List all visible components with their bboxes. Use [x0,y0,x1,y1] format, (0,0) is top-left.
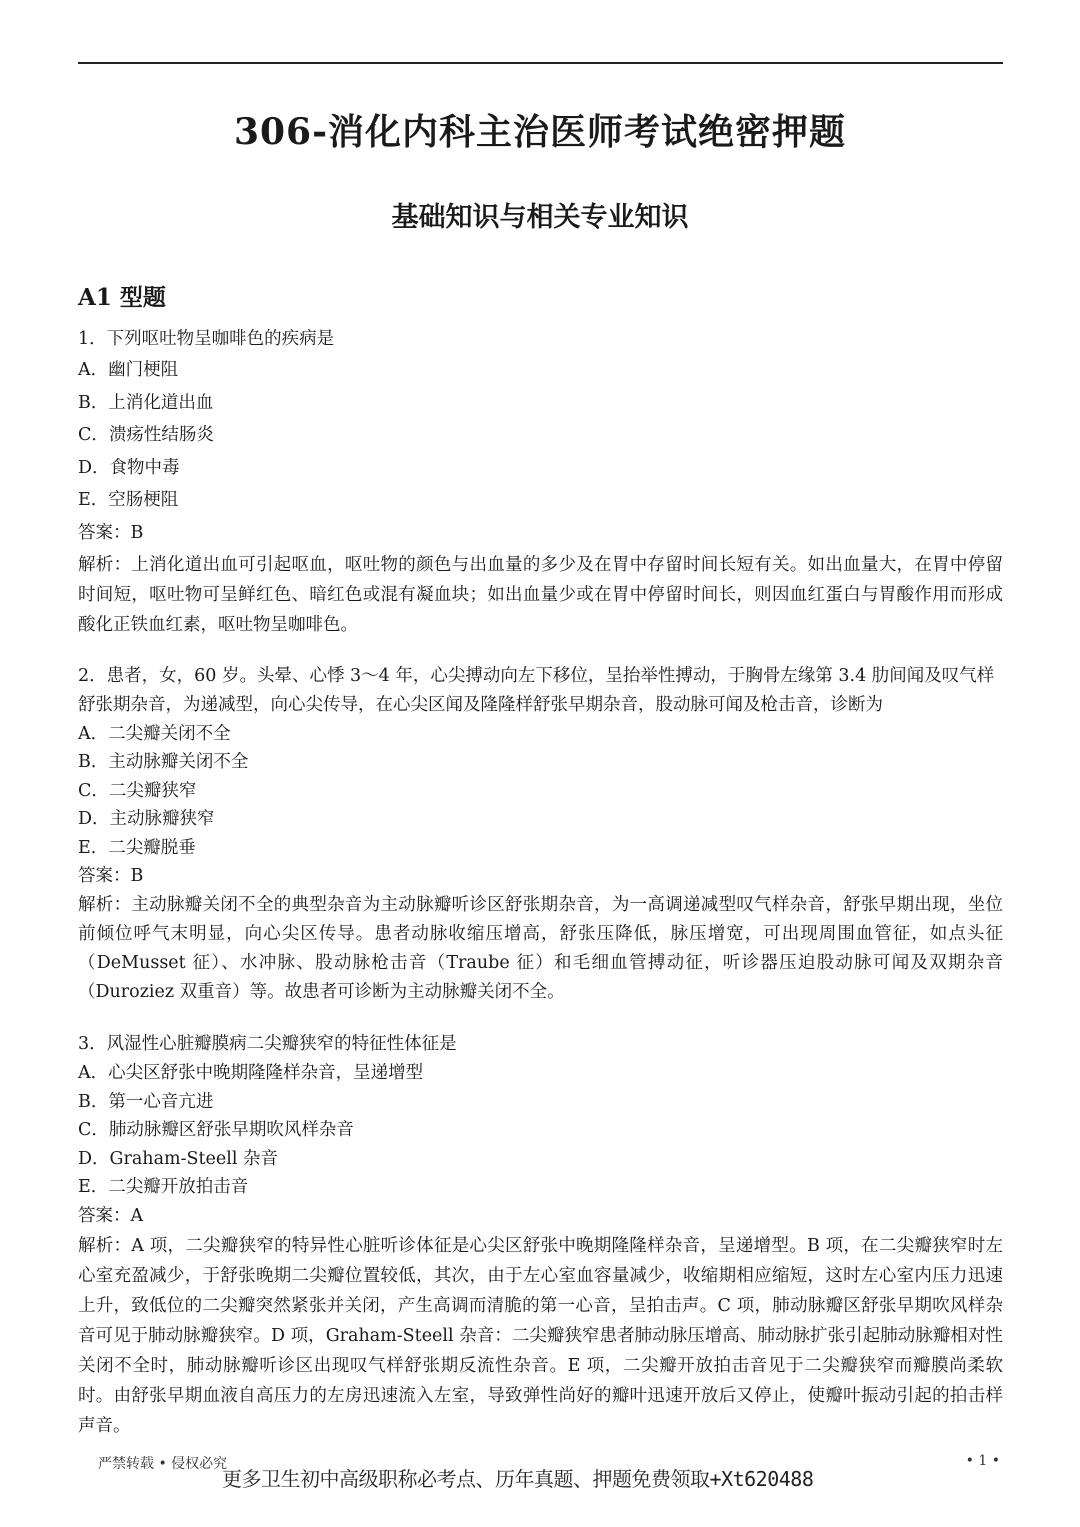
option-c: C．肺动脉瓣区舒张早期吹风样杂音 [78,1120,354,1140]
question-stem: 3．风湿性心脏瓣膜病二尖瓣狭窄的特征性体征是 [78,1034,457,1054]
option-e: E．二尖瓣开放拍击音 [78,1177,249,1197]
section-heading: A1 型题 [78,284,166,311]
option-e: E．二尖瓣脱垂 [78,837,196,858]
promo-watermark: 更多卫生初中高级职称必考点、历年真题、押题免费领取+Xt620488 [222,1467,814,1491]
answer-line: 答案：A [78,1205,144,1226]
option-c: C．二尖瓣狭窄 [78,780,197,801]
header-rule [78,62,1003,64]
option-e: E．空肠梗阻 [78,490,179,510]
explanation: 解析：上消化道出血可引起呕血，呕吐物的颜色与出血量的多少及在胃中存留时间长短有关。如出血量大，在胃中停留时间短，呕吐物可呈鲜红色、暗红色或混有凝血块；如出血量少或在胃中停留时间长，则因血红蛋白与胃酸作用而形成酸化正铁血红素，呕吐物呈咖啡色。 [78,554,1003,635]
option-b: B．主动脉瓣关闭不全 [78,752,249,772]
question-3 [78,1029,1003,1441]
question-list [78,324,1003,1463]
answer-line: 答案：B [78,866,144,886]
option-b: B．上消化道出血 [78,392,214,413]
option-d: D．Graham-Steell 杂音 [78,1148,279,1169]
question-1 [78,324,1003,640]
document-title: 306-消化内科主治医师考试绝密押题 [233,111,847,153]
page-number: • 1 • [965,1453,1000,1469]
option-c: C．溃疡性结肠炎 [78,425,214,445]
answer-line: 答案：B [78,522,144,543]
option-d: D．主动脉瓣狭窄 [78,809,215,829]
option-a: A．心尖区舒张中晚期隆隆样杂音，呈递增型 [78,1063,424,1083]
question-stem: 1．下列呕吐物呈咖啡色的疾病是 [78,329,335,349]
question-stem: 2．患者，女，60 岁。头晕、心悸 3～4 年，心尖搏动向左下移位，呈抬举性搏动，于胸骨左缘第 3.4 肋间闻及叹气样舒张期杂音，为递减型，向心尖传导，在心尖区闻及隆隆样舒张早期杂音，股动脉可闻及枪击音，诊断为 [78,665,995,715]
option-d: D．食物中毒 [78,457,180,478]
copyright-notice: 严禁转载 • 侵权必究 [98,1456,228,1472]
explanation: 解析：主动脉瓣关闭不全的典型杂音为主动脉瓣听诊区舒张期杂音，为一高调递减型叹气样杂音，舒张早期出现，坐位前倾位呼气末明显，向心尖区传导。患者动脉收缩压增高，舒张压降低，脉压增宽，可出现周围血管征，如点头征（DeMusset 征）、水冲脉、股动脉枪击音（Traube 征）和毛细血管搏动征，听诊器压迫股动脉可闻及双期杂音（Duroziez 双重音）等。故患者可诊断为主动脉瓣关闭不全。 [78,895,1003,1002]
option-a: A．幽门梗阻 [78,360,179,380]
option-b: B．第一心音亢进 [78,1091,214,1112]
option-a: A．二尖瓣关闭不全 [78,723,231,744]
document-subtitle: 基础知识与相关专业知识 [391,202,689,233]
question-2 [78,662,1003,1008]
explanation: 解析：A 项，二尖瓣狭窄的特异性心脏听诊体征是心尖区舒张中晚期隆隆样杂音，呈递增型。B 项，在二尖瓣狭窄时左心室充盈减少，于舒张晚期二尖瓣位置较低，其次，由于左心室血容量减少，收缩期相应缩短，这时左心室内压力迅速上升，致低位的二尖瓣突然紧张并关闭，产生高调而清脆的第一心音，呈拍击声。C 项，肺动脉瓣区舒张早期吹风样杂音可见于肺动脉瓣狭窄。D 项，Graham-Steell 杂音：二尖瓣狭窄患者肺动脉压增高、肺动脉扩张引起肺动脉瓣相对性关闭不全时，肺动脉瓣听诊区出现叹气样舒张期反流性杂音。E 项，二尖瓣开放拍击音见于二尖瓣狭窄而瓣膜尚柔软时。由舒张早期血液自高压力的左房迅速流入左室，导致弹性尚好的瓣叶迅速开放后又停止，使瓣叶振动引起的拍击样声音。 [78,1235,1003,1436]
